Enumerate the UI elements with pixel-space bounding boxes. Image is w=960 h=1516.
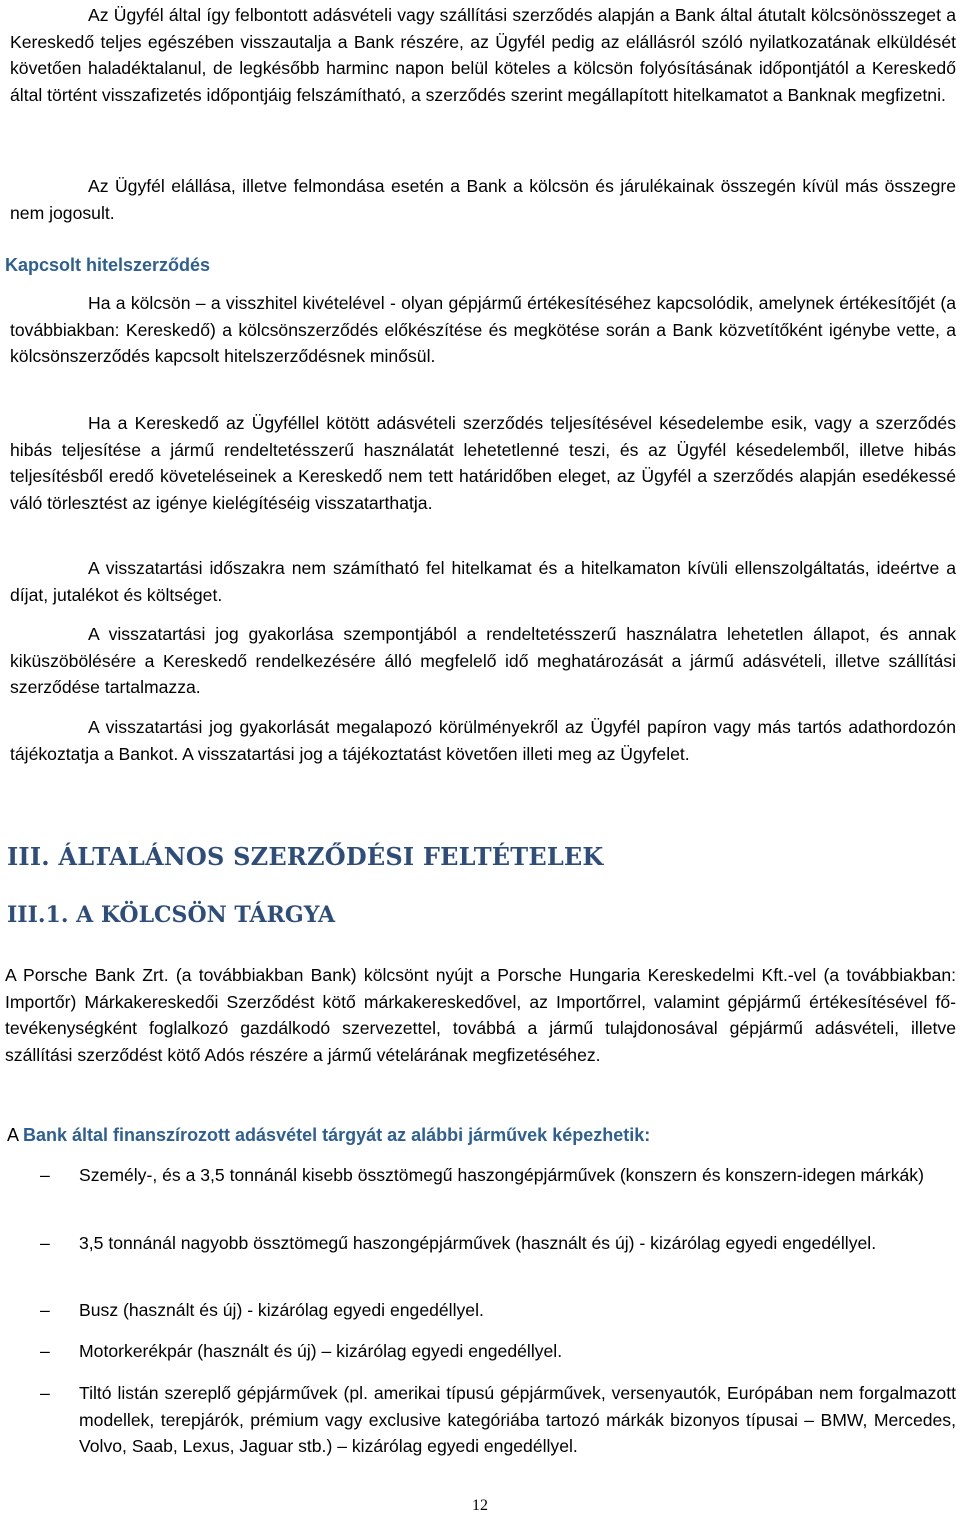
dash-bullet-icon: – xyxy=(40,1165,50,1185)
list-item-text: 3,5 tonnánál nagyobb össztömegű haszongépjárművek (használt és új) - kizárólag egyedi engedéllyel. xyxy=(79,1233,877,1253)
dash-bullet-icon: – xyxy=(40,1233,50,1253)
section-title-loan-subject: III.1. A KÖLCSÖN TÁRGYA xyxy=(7,902,336,928)
lead-prefix: A xyxy=(7,1125,24,1145)
paragraph-loan-subject: A Porsche Bank Zrt. (a továbbiakban Bank) kölcsönt nyújt a Porsche Hungaria Kereskedelmi Kft.-vel (a továbbiakban: Importőr) Márkakereskedői Szerződést kötő márkakereskedővel, az Importőrrel, valamint gépjármű értékesítésével fő-tevékenységként foglalkozó gazdálkodó szervezettel, továbbá a jármű tulajdonosával gépjármű adásvételi, illetve szállítási szerződést kötő Adós részére a jármű vételárának megfizetéséhez. xyxy=(5,965,956,1065)
heading-linked-credit: Kapcsolt hitelszerződés xyxy=(5,255,211,275)
page-number: 12 xyxy=(472,1497,488,1514)
paragraph-retention-period: A visszatartási időszakra nem számítható fel hitelkamat és a hitelkamaton kívüli ellenszolgáltatás, ideértve a díjat, jutalékot és költséget. xyxy=(10,558,956,605)
paragraph-retention-notice: A visszatartási jog gyakorlását megalapozó körülményekről az Ügyfél papíron vagy más tartós adathordozón tájékoztatja a Bankot. A visszatartási jog a tájékoztatást követően illeti meg az Ügyfelet. xyxy=(10,717,956,764)
dash-bullet-icon: – xyxy=(40,1341,50,1361)
vehicles-lead-text xyxy=(7,1122,650,1148)
paragraph-late-delivery: Ha a Kereskedő az Ügyféllel kötött adásvételi szerződés teljesítésével késedelembe esik, vagy a szerződés hibás teljesítése a jármű rendeltetésszerű használatát lehetetlenné teszi, és az Ügyfél késedelemből, illetve hibás teljesítésből eredő követeléseinek a Kereskedő nem tett határidőben eleget, az Ügyfél a szerződés alapján esedékessé váló törlesztést az igénye kielégítéséig visszatarthatja. xyxy=(10,413,956,513)
paragraph-retention-right: A visszatartási jog gyakorlása szempontjából a rendeltetésszerű használatra lehetetlen állapot, és annak kiküszöbölésére a Kereskedő rendelkezésére álló megfelelő idő meghatározását a jármű adásvételi, illetve szállítási szerződése tartalmazza. xyxy=(10,624,956,697)
lead-bold: Bank által finanszírozott adásvétel tárgyát az alábbi járművek képezhetik: xyxy=(23,1125,651,1145)
paragraph-refund: Az Ügyfél által így felbontott adásvételi vagy szállítási szerződés alapján a Bank által átutalt kölcsönösszeget a Kereskedő teljes egészében visszautalja a Bank részére, az Ügyfél pedig az elállásról szóló nyilatkozatának elküldését követően haladéktalanul, de legkésőbb harminc napon belül köteles a kölcsön folyósításának időpontjától a Kereskedő által történt visszafizetés időpontjáig felszámítható, a szerződés szerint megállapított hitelkamatot a Banknak megfizetni. xyxy=(10,5,956,105)
section-title-general-terms: III. ÁLTALÁNOS SZERZŐDÉSI FELTÉTELEK xyxy=(7,842,604,871)
list-item-text: Személy-, és a 3,5 tonnánál kisebb össztömegű haszongépjárművek (konszern és konszern-idegen márkák) xyxy=(79,1165,924,1185)
list-item-text: Tiltó listán szereplő gépjárművek (pl. amerikai típusú gépjárművek, versenyautók, Európában nem forgalmazott modellek, terepjárók, prémium vagy exclusive kategóriába tartozó márkák bizonyos típusai – BMW, Mercedes, Volvo, Saab, Lexus, Jaguar stb.) – kizárólag egyedi engedéllyel. xyxy=(79,1383,956,1456)
dash-bullet-icon: – xyxy=(40,1300,50,1320)
list-item-text: Motorkerékpár (használt és új) – kizárólag egyedi engedéllyel. xyxy=(79,1341,563,1361)
dash-bullet-icon: – xyxy=(40,1383,50,1403)
paragraph-linked-credit: Ha a kölcsön – a visszhitel kivételével - olyan gépjármű értékesítéséhez kapcsolódik, amelynek értékesítőjét (a továbbiakban: Kereskedő) a kölcsönszerződés előkészítése és megkötése során a Bank közvetítőként igénybe vette, a kölcsönszerződés kapcsolt hitelszerződésnek minősül. xyxy=(10,293,956,366)
list-item-text: Busz (használt és új) - kizárólag egyedi engedéllyel. xyxy=(79,1300,484,1320)
paragraph-withdrawal: Az Ügyfél elállása, illetve felmondása esetén a Bank a kölcsön és járulékainak összegén kívül más összegre nem jogosult. xyxy=(10,176,956,223)
